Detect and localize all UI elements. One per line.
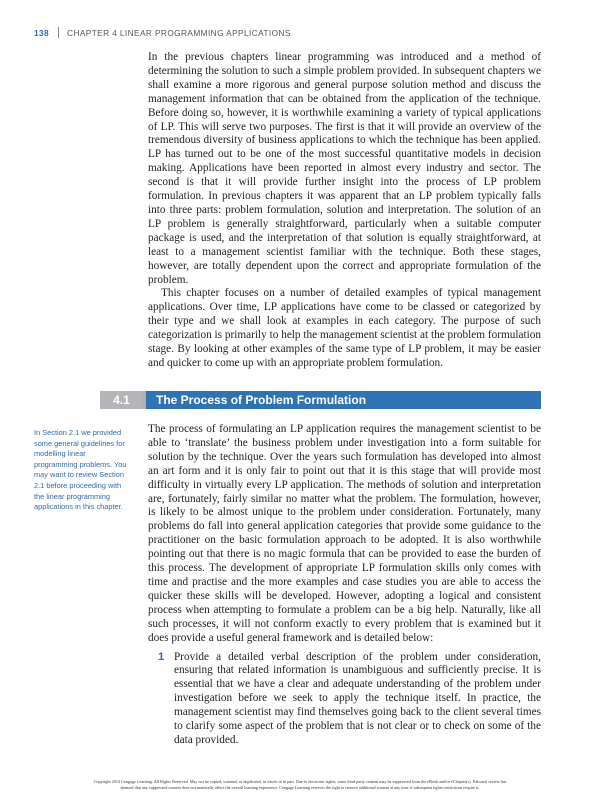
section-heading bbox=[100, 391, 541, 409]
intro-paragraph-1: In the previous chapters linear programming was introduced and a method of determining the solution to such a simple problem provided. In subsequent chapters we shall examine a more rigorous and general purpose solution method and discuss the management information that can be obtained from the application of the technique. Before doing so, however, it is worthwhile examining a variety of typical applications of LP. This will serve two purposes. The first is that it will provide an overview of the tremendous diversity of business applications to which the technique has been applied. LP has turned out to be one of the most successful quantitative models in decision making. Applications have been reported in almost every industry and sector. The second is that it will provide further insight into the process of LP problem formulation. In previous chapters it was apparent that an LP problem typically falls into three parts: problem formulation, solution and interpretation. The solution of an LP problem is generally straightforward, particularly when a suitable computer package is used, and the interpretation of that solution is equally straightforward, at least to a management scientist familiar with the technique. Both these stages, however, are totally dependent upon the correct and appropriate formulation of the problem. bbox=[148, 51, 541, 286]
intro-text bbox=[148, 51, 541, 371]
margin-note: In Section 2.1 we provided some general guidelines for modelling linear programming problems. You may want to review Section 2.1 before proceeding with the linear programming applications in this chapter. bbox=[34, 428, 127, 512]
copyright-line-1: Copyright 2014 Cengage Learning. All Rights Reserved. May not be copied, scanned, or duplicated, in whole or in part. Due to electronic rights, some third party content may be suppressed from the eBook and/or eChapter(s). Editorial review has bbox=[93, 779, 507, 784]
body-paragraph: The process of formulating an LP application requires the management scientist to be able to ‘translate’ the business problem under investigation into a form suitable for solution by the technique. Over the years such formulation has developed into almost an art form and it is only fair to point out that it is this stage that will provide most difficulty in virtually every LP application. The methods of solution and interpretation are, fortunately, fairly similar no matter what the problem. The formulation, however, is likely to be almost unique to the problem under consideration. Fortunately, many problems do fall into general application categories that provide some guidance to the practitioner on the basic formulation approach to be adopted. It is also worthwhile pointing out that there is no magic formula that can be provided to ease the burden of this process. The development of appropriate LP formulation skills only comes with time and practise and the more examples and case studies you are able to access the quicker these skills will be developed. However, adopting a logical and consistent process when attempting to formulate a problem can be a big help. Naturally, like all such processes, it will not conform exactly to every problem that is examined but it does provide a useful general framework and is detailed below: bbox=[148, 423, 541, 644]
page-number: 138 bbox=[34, 28, 50, 38]
running-header bbox=[34, 27, 291, 38]
chapter-title: CHAPTER 4 LINEAR PROGRAMMING APPLICATIONS bbox=[67, 28, 291, 38]
list-item-number: 1 bbox=[158, 650, 165, 663]
section-number: 4.1 bbox=[100, 391, 143, 409]
section-body bbox=[148, 423, 541, 748]
list-item-text: Provide a detailed verbal description of the problem under consideration, ensuring that related information is unambiguous and sufficiently precise. It is essential that we have a clear and adequate understanding of the problem under investigation before we seek to apply the technique itself. In practice, the management scientist may find themselves going back to the client several times to clarify some aspect of the problem that is not clear or to check on some of the data provided. bbox=[174, 650, 541, 746]
section-title: The Process of Problem Formulation bbox=[146, 391, 541, 409]
header-divider bbox=[58, 27, 59, 38]
copyright-line-2: deemed that any suppressed content does not materially affect the overall learning experience. Cengage Learning reserves the right to remove additional content at any time if subsequent rights restrictions require it. bbox=[120, 785, 480, 790]
numbered-list bbox=[148, 651, 541, 748]
list-item bbox=[148, 651, 541, 748]
copyright-footer bbox=[34, 779, 566, 791]
intro-paragraph-2: This chapter focuses on a number of detailed examples of typical management applications. Over time, LP applications have come to be classed or categorized by their type and we shall look at examples in each category. The purpose of such categorization is primarily to help the management scientist at the problem formulation stage. By looking at other examples of the same type of LP problem, it may be easier and quicker to come up with an appropriate problem formulation. bbox=[148, 287, 541, 369]
